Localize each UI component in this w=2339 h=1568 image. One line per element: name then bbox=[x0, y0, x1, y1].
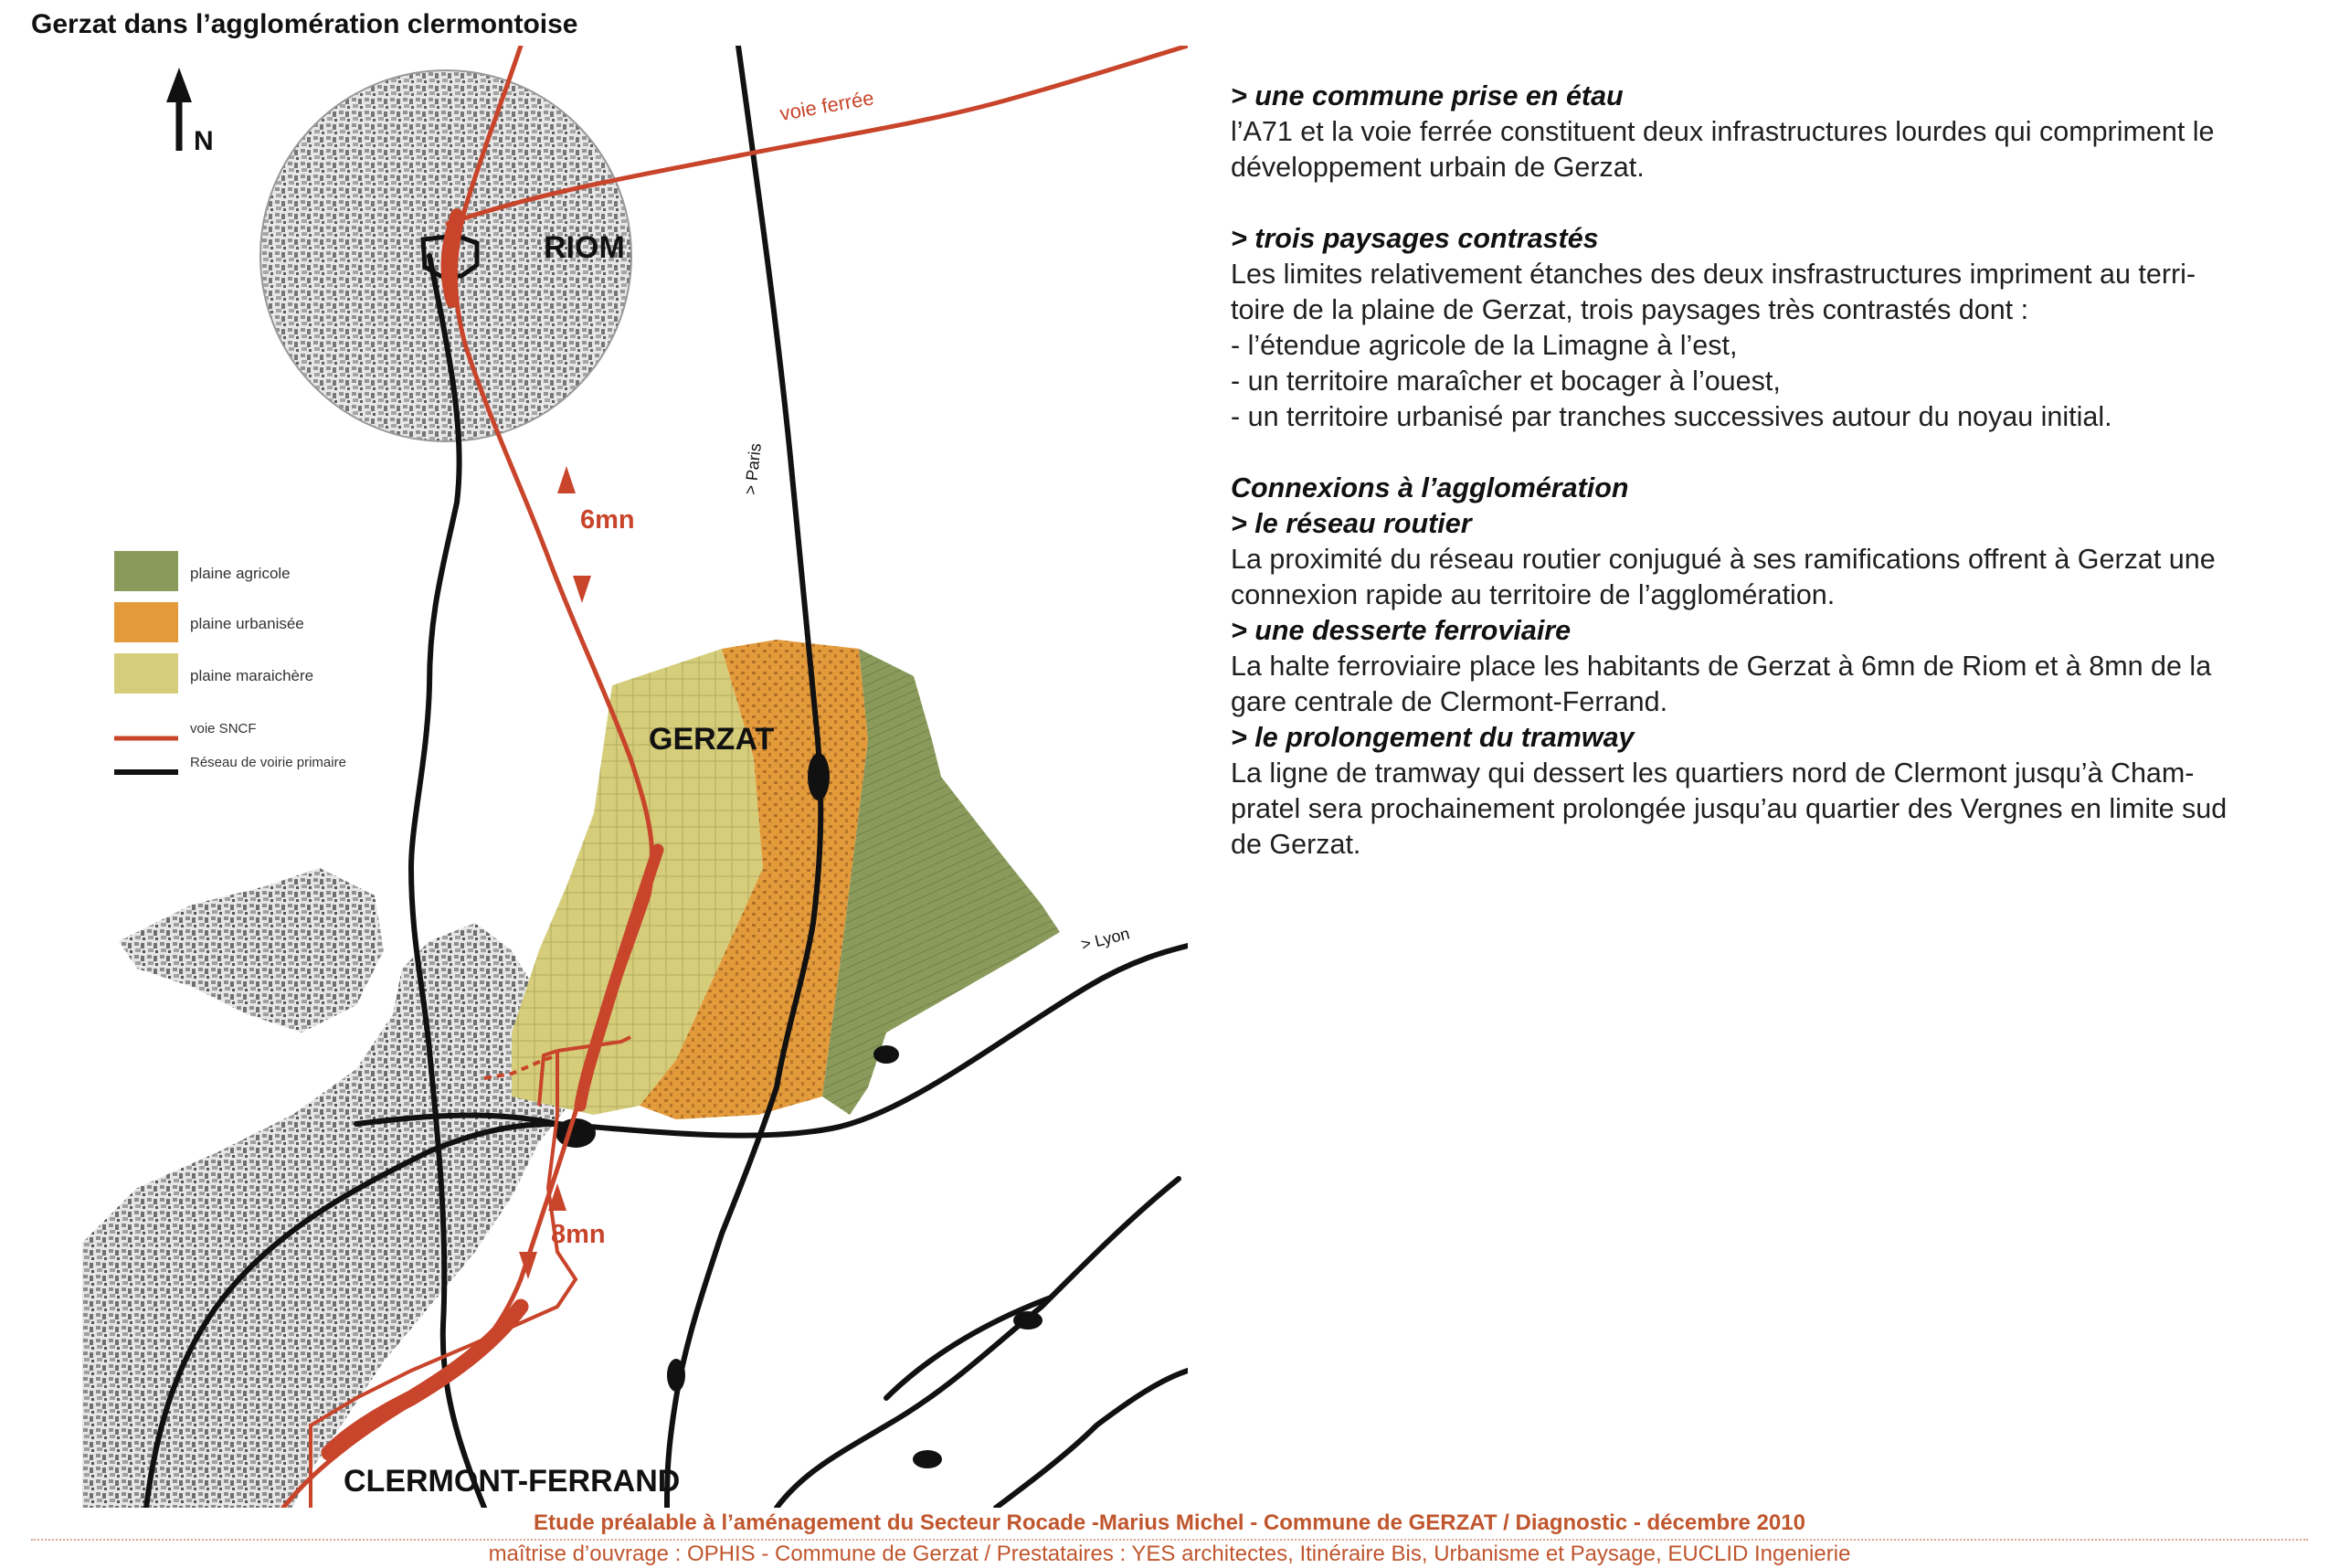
north-arrow-icon bbox=[166, 68, 214, 156]
legend-label-plaine-maraichere: plaine maraichère bbox=[190, 667, 314, 684]
section3-line: La proximité du réseau routier conjugué à ses ramifications offrent à Gerzat une bbox=[1231, 544, 2216, 575]
legend-label-plaine-agricole: plaine agricole bbox=[190, 565, 291, 582]
label-voie-ferree: voie ferrée bbox=[778, 86, 876, 125]
label-riom: RIOM bbox=[544, 230, 625, 265]
legend-swatch-plaine-urbanisee bbox=[114, 602, 178, 642]
travel-arrow-riom bbox=[557, 466, 591, 603]
travel-time-riom: 6mn bbox=[580, 505, 635, 535]
section3-line: gare centrale de Clermont-Ferrand. bbox=[1231, 686, 1668, 717]
text-column bbox=[1231, 79, 2309, 898]
section2-line: - l’étendue agricole de la Limagne à l’est, bbox=[1231, 330, 1738, 361]
map-legend bbox=[114, 551, 346, 772]
section2-heading: > trois paysages contrastés bbox=[1231, 223, 1599, 254]
section-trois-paysages bbox=[1231, 221, 2309, 435]
section3-line: de Gerzat. bbox=[1231, 829, 1361, 860]
legend-swatch-plaine-agricole bbox=[114, 551, 178, 591]
legend-label-voirie-primaire: Réseau de voirie primaire bbox=[190, 755, 346, 770]
sub-heading-tramway: > le prolongement du tramway bbox=[1231, 722, 1635, 753]
page-title: Gerzat dans l’agglomération clermontoise bbox=[31, 9, 578, 39]
section1-line: l’A71 et la voie ferrée constituent deux infrastructures lourdes qui compriment le bbox=[1231, 116, 2215, 147]
section-commune-en-etau bbox=[1231, 79, 2309, 185]
section-connexions bbox=[1231, 471, 2309, 863]
footer-study-title: Etude préalable à l’aménagement du Secteur Rocade -Marius Michel - Commune de GERZAT / Diagnostic - décembre 2010 bbox=[534, 1510, 1805, 1535]
footer-credits: maîtrise d’ouvrage : OPHIS - Commune de Gerzat / Prestataires : YES architectes, Itinéraire Bis, Urbanisme et Paysage, EUCLID Ingenierie bbox=[488, 1542, 1851, 1566]
legend-label-voie-sncf: voie SNCF bbox=[190, 721, 257, 736]
section3-line: connexion rapide au territoire de l’agglomération. bbox=[1231, 579, 1836, 610]
label-gerzat: GERZAT bbox=[649, 722, 775, 757]
section2-line: toire de la plaine de Gerzat, trois paysages très contrastés dont : bbox=[1231, 294, 2029, 325]
section1-heading: > une commune prise en étau bbox=[1231, 80, 1624, 111]
label-lyon: > Lyon bbox=[1079, 924, 1132, 954]
section2-line: - un territoire maraîcher et bocager à l’ouest, bbox=[1231, 366, 1781, 397]
page-footer bbox=[0, 1510, 2339, 1568]
legend-label-plaine-urbanisee: plaine urbanisée bbox=[190, 615, 304, 632]
map bbox=[82, 46, 1188, 1508]
travel-time-clermont: 8mn bbox=[551, 1220, 606, 1249]
north-label: N bbox=[194, 126, 214, 156]
section3-line: pratel sera prochainement prolongée jusqu’au quartier des Vergnes en limite sud bbox=[1231, 793, 2228, 824]
section3-heading: Connexions à l’agglomération bbox=[1231, 472, 1629, 503]
section1-line: développement urbain de Gerzat. bbox=[1231, 152, 1645, 183]
legend-swatch-plaine-maraichere bbox=[114, 653, 178, 694]
section2-line: - un territoire urbanisé par tranches successives autour du noyau initial. bbox=[1231, 401, 2112, 432]
section2-line: Les limites relativement étanches des deux insfrastructures impriment au terri- bbox=[1231, 259, 2196, 290]
label-clermont-ferrand: CLERMONT-FERRAND bbox=[344, 1464, 681, 1499]
section3-line: La ligne de tramway qui dessert les quartiers nord de Clermont jusqu’à Cham- bbox=[1231, 758, 2195, 789]
section3-line: La halte ferroviaire place les habitants de Gerzat à 6mn de Riom et à 8mn de la bbox=[1231, 651, 2212, 682]
sub-heading-reseau-routier: > le réseau routier bbox=[1231, 508, 1472, 539]
label-paris: > Paris bbox=[741, 442, 765, 496]
sub-heading-desserte-ferroviaire: > une desserte ferroviaire bbox=[1231, 615, 1572, 646]
